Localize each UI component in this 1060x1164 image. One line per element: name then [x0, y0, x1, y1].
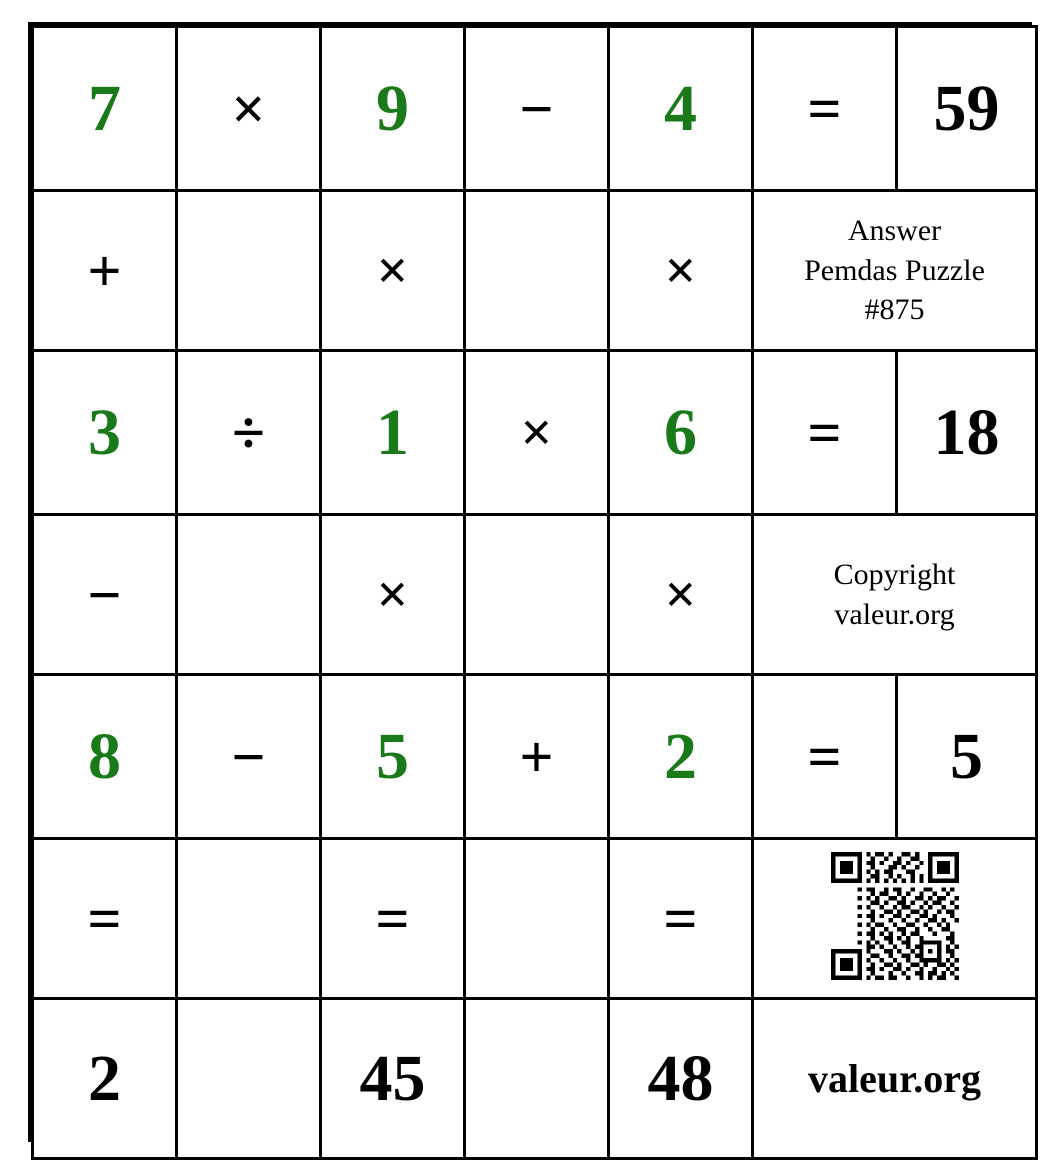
copyright-line-2: valeur.org [834, 597, 955, 631]
cell-r6-equals-col3 [321, 839, 465, 999]
column-total-value: 48 [647, 1041, 714, 1115]
cell-r5-operator-1 [177, 675, 321, 839]
equals-icon: = [807, 723, 842, 790]
cell-r6-equals-col1 [33, 839, 177, 999]
cell-r3-operand-c[interactable] [609, 351, 753, 515]
operand-value: 5 [376, 719, 409, 793]
operand-value: 4 [664, 71, 697, 145]
cell-r2-operator-col3 [321, 191, 465, 351]
multiply-icon: × [231, 75, 266, 142]
minus-icon: − [519, 75, 554, 142]
operand-value: 6 [664, 395, 697, 469]
multiply-icon: × [664, 563, 697, 626]
plus-icon: + [87, 237, 122, 304]
cell-r1-operand-b[interactable] [321, 27, 465, 191]
puzzle-title: Pemdas Puzzle [804, 253, 985, 287]
equals-icon: = [663, 885, 698, 952]
result-value: 59 [933, 71, 1000, 145]
cell-r4-operator-col1 [33, 515, 177, 675]
cell-r4-operator-col3 [321, 515, 465, 675]
cell-r5-operand-a[interactable] [33, 675, 177, 839]
pemdas-puzzle-grid [28, 22, 1032, 1142]
operand-value: 7 [88, 71, 121, 145]
answer-label: Answer [847, 214, 942, 248]
copyright-box [753, 515, 1037, 675]
cell-r1-operator-2 [465, 27, 609, 191]
result-value: 18 [933, 395, 1000, 469]
cell-r3-equals [753, 351, 897, 515]
plus-icon: + [519, 723, 554, 790]
operator-row-2 [33, 191, 1037, 351]
cell-r4-blocked-1 [177, 515, 321, 675]
equals-icon: = [375, 885, 410, 952]
cell-r6-blocked-2 [465, 839, 609, 999]
cell-r7-total-col5 [609, 999, 753, 1159]
column-total-value: 45 [359, 1041, 426, 1115]
operator-row-4 [33, 515, 1037, 675]
qr-code-box[interactable] [753, 839, 1037, 999]
multiply-icon: × [376, 239, 409, 302]
cell-r5-operand-c[interactable] [609, 675, 753, 839]
cell-r1-equals [753, 27, 897, 191]
cell-r2-blocked-1 [177, 191, 321, 351]
cell-r1-operand-c[interactable] [609, 27, 753, 191]
cell-r2-operator-col1 [33, 191, 177, 351]
equals-row-6 [33, 839, 1037, 999]
cell-r6-equals-col5 [609, 839, 753, 999]
operand-value: 3 [88, 395, 121, 469]
minus-icon: − [231, 723, 266, 790]
cell-r5-equals [753, 675, 897, 839]
equals-icon: = [87, 885, 122, 952]
answer-info-box [753, 191, 1037, 351]
equals-icon: = [807, 75, 842, 142]
cell-r5-operator-2 [465, 675, 609, 839]
result-value: 5 [950, 719, 983, 793]
multiply-icon: × [664, 239, 697, 302]
equation-row-1 [33, 27, 1037, 191]
cell-r2-blocked-2 [465, 191, 609, 351]
cell-r5-result [897, 675, 1037, 839]
cell-r3-operand-a[interactable] [33, 351, 177, 515]
multiply-icon: × [520, 401, 553, 464]
cell-r2-operator-col5 [609, 191, 753, 351]
cell-r7-blocked-1 [177, 999, 321, 1159]
cell-r3-operator-1 [177, 351, 321, 515]
cell-r3-result [897, 351, 1037, 515]
qr-code-icon [831, 852, 959, 980]
cell-r4-operator-col5 [609, 515, 753, 675]
divide-icon: ÷ [232, 399, 265, 466]
multiply-icon: × [376, 563, 409, 626]
brand-box[interactable] [753, 999, 1037, 1159]
cell-r7-total-col3 [321, 999, 465, 1159]
column-total-value: 2 [88, 1041, 121, 1115]
equation-row-3 [33, 351, 1037, 515]
copyright-line-1: Copyright [833, 558, 956, 592]
cell-r7-blocked-2 [465, 999, 609, 1159]
cell-r6-blocked-1 [177, 839, 321, 999]
cell-r3-operator-2 [465, 351, 609, 515]
operand-value: 2 [664, 719, 697, 793]
operand-value: 9 [376, 71, 409, 145]
puzzle-number: #875 [864, 293, 925, 327]
cell-r3-operand-b[interactable] [321, 351, 465, 515]
brand-label: valeur.org [808, 1056, 981, 1101]
totals-row-7 [33, 999, 1037, 1159]
cell-r1-operator-1 [177, 27, 321, 191]
cell-r1-operand-a[interactable] [33, 27, 177, 191]
minus-icon: − [87, 561, 122, 628]
cell-r5-operand-b[interactable] [321, 675, 465, 839]
equation-row-5 [33, 675, 1037, 839]
operand-value: 8 [88, 719, 121, 793]
cell-r4-blocked-2 [465, 515, 609, 675]
operand-value: 1 [376, 395, 409, 469]
equals-icon: = [807, 399, 842, 466]
cell-r7-total-col1 [33, 999, 177, 1159]
puzzle-table [31, 25, 1038, 1160]
cell-r1-result [897, 27, 1037, 191]
